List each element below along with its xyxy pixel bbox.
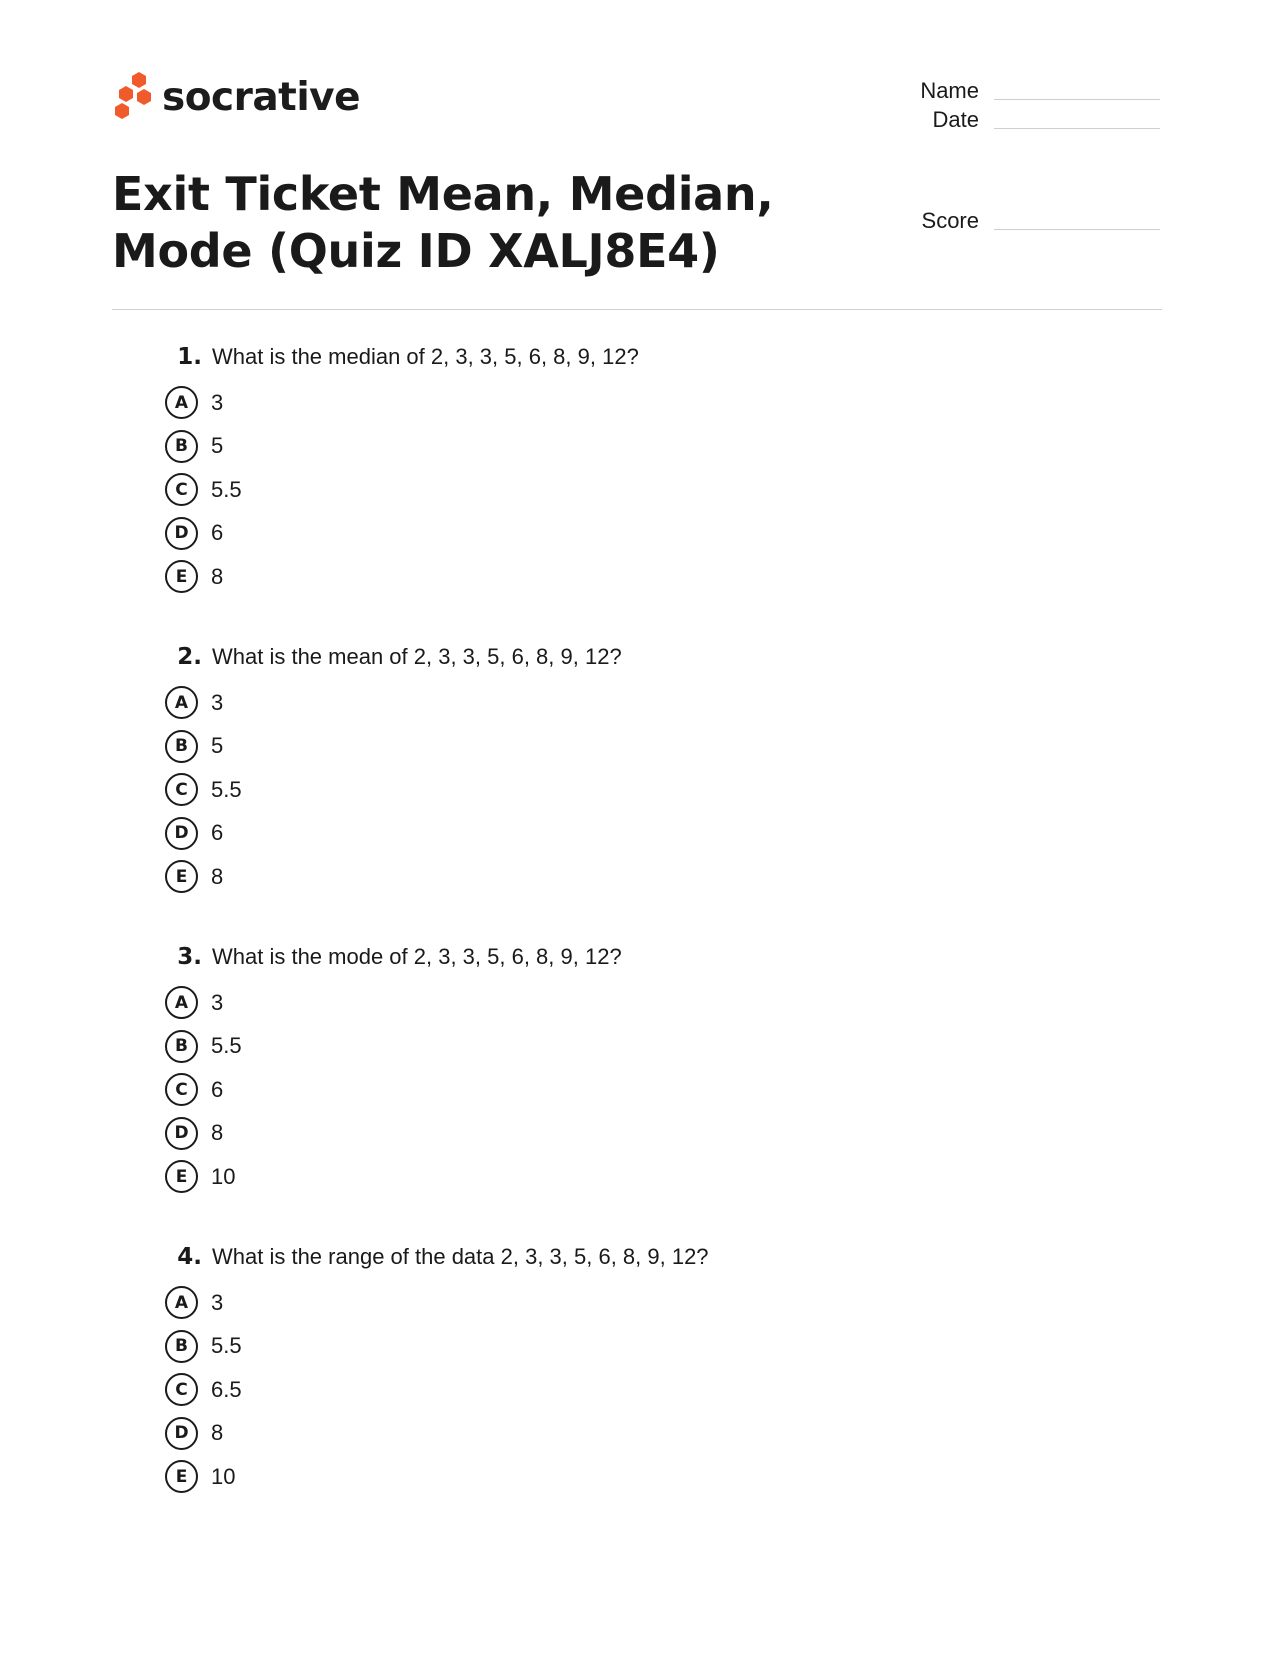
choice-text: 5	[211, 433, 224, 459]
question-number: 3.	[177, 944, 202, 970]
choice-d[interactable]	[165, 1412, 1065, 1456]
choice-bubble[interactable]: E	[165, 1160, 198, 1193]
choice-e[interactable]	[165, 1455, 1065, 1499]
choice-a[interactable]	[165, 1281, 1065, 1325]
question-4	[165, 1244, 1065, 1499]
choice-e[interactable]	[165, 555, 1065, 599]
choice-bubble[interactable]: E	[165, 560, 198, 593]
choice-text: 8	[211, 1120, 224, 1146]
choice-bubble[interactable]: B	[165, 1030, 198, 1063]
choice-e[interactable]	[165, 1155, 1065, 1199]
question-text: What is the median of 2, 3, 3, 5, 6, 8, 9, 12?	[212, 344, 639, 369]
choice-bubble[interactable]: E	[165, 1460, 198, 1493]
choice-text: 5.5	[211, 476, 242, 502]
question-2	[165, 644, 1065, 899]
score-label: Score	[921, 208, 979, 233]
name-line[interactable]	[994, 99, 1160, 100]
page-title: Exit Ticket Mean, Median, Mode (Quiz ID XALJ8E4)	[112, 167, 774, 278]
choice-text: 5	[211, 733, 224, 759]
choice-bubble[interactable]: C	[165, 473, 198, 506]
choice-c[interactable]	[165, 1368, 1065, 1412]
choice-e[interactable]	[165, 855, 1065, 899]
choice-text: 8	[211, 563, 224, 589]
choice-bubble[interactable]: D	[165, 1117, 198, 1150]
choice-c[interactable]	[165, 468, 1065, 512]
socrative-logo-icon	[112, 72, 152, 122]
choice-b[interactable]	[165, 425, 1065, 469]
date-field[interactable]	[900, 109, 1160, 131]
choice-text: 5.5	[211, 776, 242, 802]
choice-text: 3	[211, 389, 224, 415]
choice-text: 6	[211, 1076, 224, 1102]
choice-a[interactable]	[165, 681, 1065, 725]
date-line[interactable]	[994, 128, 1160, 129]
choice-bubble[interactable]: C	[165, 1073, 198, 1106]
socrative-logo	[112, 72, 360, 122]
choice-b[interactable]	[165, 1025, 1065, 1069]
choice-bubble[interactable]: E	[165, 860, 198, 893]
date-label: Date	[932, 107, 979, 132]
choice-bubble[interactable]: D	[165, 1417, 198, 1450]
question-number: 4.	[177, 1244, 202, 1270]
choice-text: 5.5	[211, 1333, 242, 1359]
choice-bubble[interactable]: C	[165, 773, 198, 806]
score-line[interactable]	[994, 229, 1160, 230]
choice-bubble[interactable]: B	[165, 1330, 198, 1363]
choice-bubble[interactable]: A	[165, 686, 198, 719]
name-field[interactable]	[900, 80, 1160, 102]
choice-a[interactable]	[165, 381, 1065, 425]
choice-bubble[interactable]: A	[165, 1286, 198, 1319]
choice-bubble[interactable]: B	[165, 430, 198, 463]
name-label: Name	[920, 78, 979, 103]
choice-text: 3	[211, 989, 224, 1015]
choice-text: 10	[211, 1163, 236, 1189]
header-divider	[112, 309, 1162, 310]
choice-bubble[interactable]: D	[165, 517, 198, 550]
choice-a[interactable]	[165, 981, 1065, 1025]
choice-text: 6	[211, 820, 224, 846]
choice-c[interactable]	[165, 768, 1065, 812]
choice-bubble[interactable]: A	[165, 386, 198, 419]
choice-d[interactable]	[165, 812, 1065, 856]
choice-text: 3	[211, 1289, 224, 1315]
choice-b[interactable]	[165, 725, 1065, 769]
question-text: What is the mode of 2, 3, 3, 5, 6, 8, 9, 12?	[212, 944, 622, 969]
choice-b[interactable]	[165, 1325, 1065, 1369]
choice-d[interactable]	[165, 1112, 1065, 1156]
choice-text: 8	[211, 863, 224, 889]
question-number: 1.	[177, 344, 202, 370]
choice-d[interactable]	[165, 512, 1065, 556]
choice-text: 6.5	[211, 1376, 242, 1402]
question-text: What is the range of the data 2, 3, 3, 5, 6, 8, 9, 12?	[212, 1244, 709, 1269]
choice-c[interactable]	[165, 1068, 1065, 1112]
question-text: What is the mean of 2, 3, 3, 5, 6, 8, 9, 12?	[212, 644, 622, 669]
question-1	[165, 344, 1065, 599]
choice-text: 6	[211, 520, 224, 546]
choice-bubble[interactable]: B	[165, 730, 198, 763]
choice-text: 10	[211, 1463, 236, 1489]
choice-text: 3	[211, 689, 224, 715]
choice-bubble[interactable]: A	[165, 986, 198, 1019]
choice-text: 5.5	[211, 1033, 242, 1059]
choice-bubble[interactable]: D	[165, 817, 198, 850]
score-field[interactable]	[900, 210, 1160, 232]
question-3	[165, 944, 1065, 1199]
question-number: 2.	[177, 644, 202, 670]
choice-bubble[interactable]: C	[165, 1373, 198, 1406]
brand-name: socrative	[162, 74, 361, 120]
choice-text: 8	[211, 1420, 224, 1446]
